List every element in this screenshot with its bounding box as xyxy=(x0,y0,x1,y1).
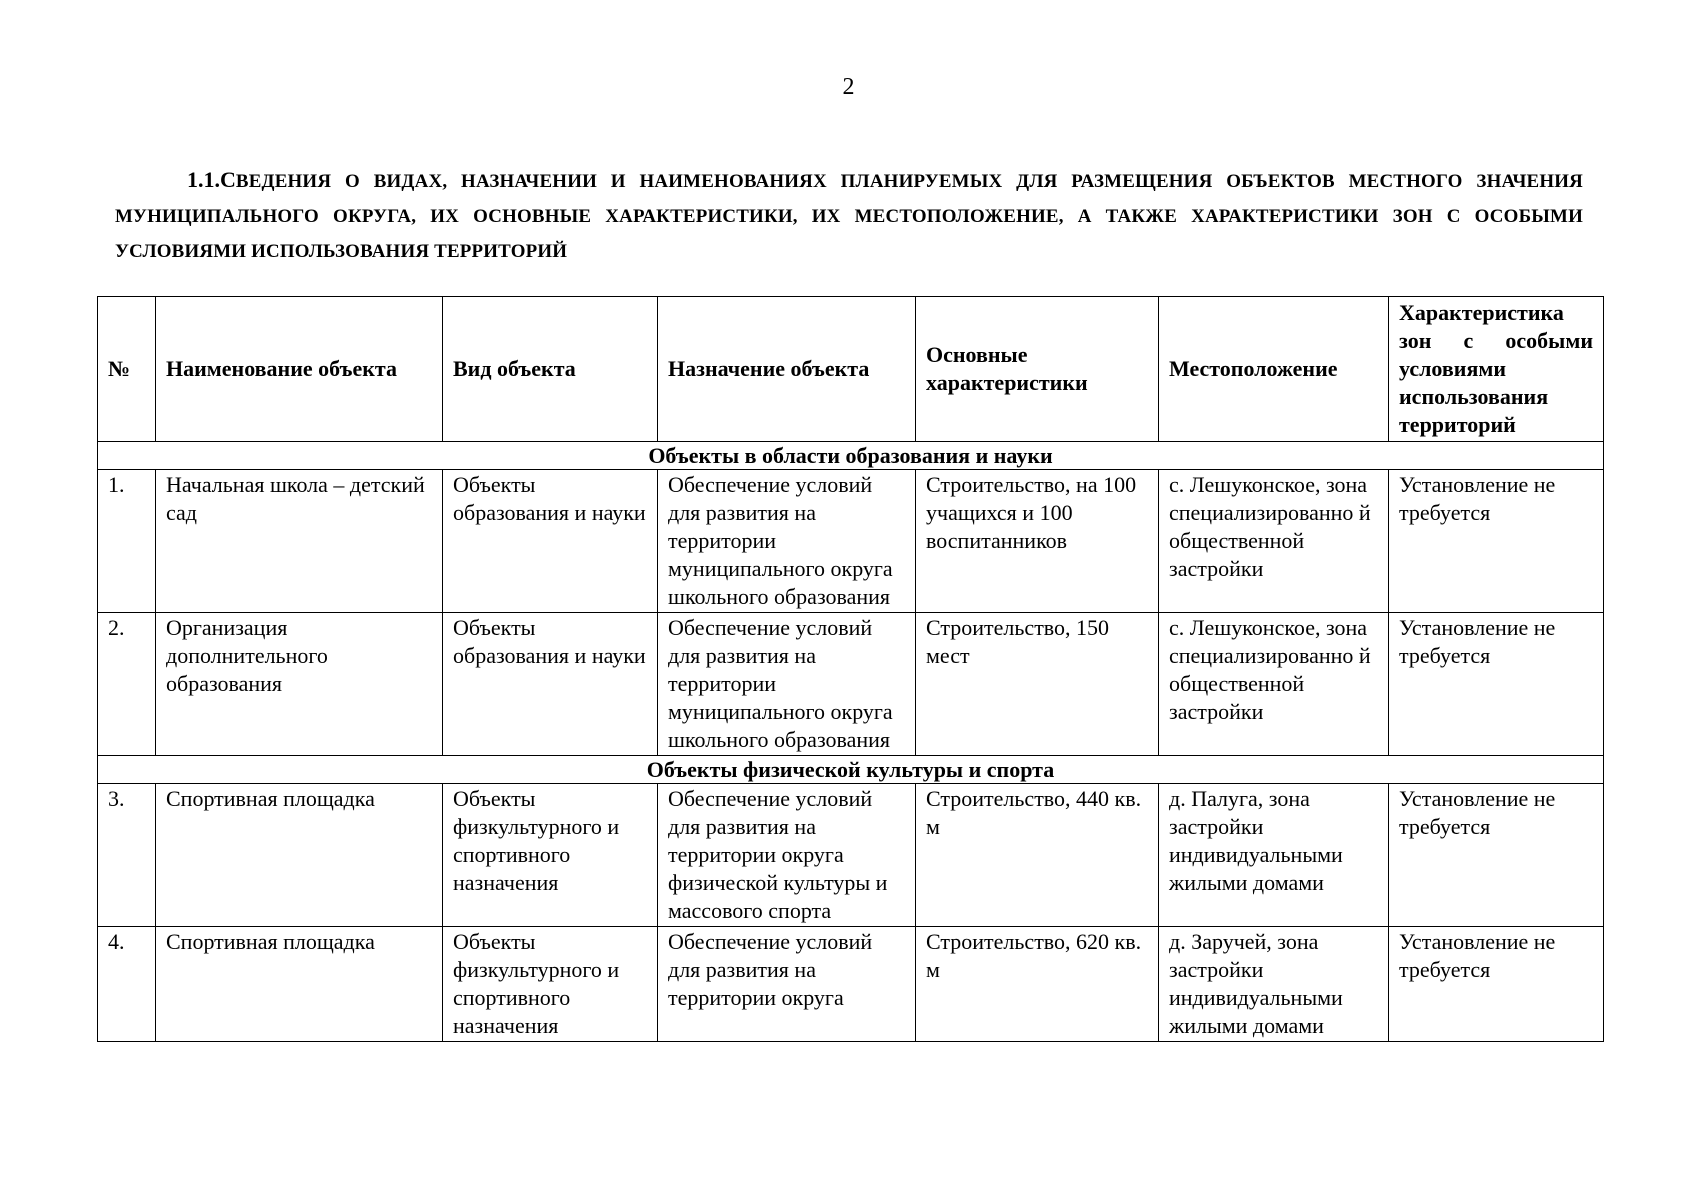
cell-name: Спортивная площадка xyxy=(156,784,443,927)
planned-objects-table xyxy=(97,296,1604,1042)
cell-name: Организация дополнительного образования xyxy=(156,613,443,756)
cell-location: с. Лешуконское, зона специализированно й общественной застройки xyxy=(1159,470,1389,613)
header-characteristics: Основные характеристики xyxy=(916,297,1159,442)
cell-characteristics: Строительство, 620 кв. м xyxy=(916,927,1159,1042)
cell-purpose: Обеспечение условий для развития на территории округа xyxy=(658,927,916,1042)
cell-kind: Объекты физкультурного и спортивного назначения xyxy=(443,927,658,1042)
header-kind: Вид объекта xyxy=(443,297,658,442)
heading-rest: ВЕДЕНИЯ О ВИДАХ, НАЗНАЧЕНИИ И НАИМЕНОВАНИЯХ ПЛАНИРУЕМЫХ ДЛЯ РАЗМЕЩЕНИЯ ОБЪЕКТОВ МЕСТНОГО ЗНАЧЕНИЯ МУНИЦИПАЛЬНОГО ОКРУГА, ИХ ОСНОВНЫЕ ХАРАКТЕРИСТИКИ, ИХ МЕСТОПОЛОЖЕНИЕ, А ТАКЖЕ ХАРАКТЕРИСТИКИ ЗОН С ОСОБЫМИ УСЛОВИЯМИ ИСПОЛЬЗОВАНИЯ ТЕРРИТОРИЙ xyxy=(115,171,1583,262)
heading-lead: 1.1.С xyxy=(187,167,236,192)
cell-kind: Объекты образования и науки xyxy=(443,613,658,756)
cell-purpose: Обеспечение условий для развития на территории муниципального округа школьного образования xyxy=(658,470,916,613)
cell-location: д. Палуга, зона застройки индивидуальными жилыми домами xyxy=(1159,784,1389,927)
cell-location: с. Лешуконское, зона специализированно й общественной застройки xyxy=(1159,613,1389,756)
table-row xyxy=(98,927,1604,1042)
cell-kind: Объекты физкультурного и спортивного назначения xyxy=(443,784,658,927)
cell-kind: Объекты образования и науки xyxy=(443,470,658,613)
cell-zone: Установление не требуется xyxy=(1389,784,1604,927)
cell-zone: Установление не требуется xyxy=(1389,470,1604,613)
table-row xyxy=(98,470,1604,613)
section-title: Объекты физической культуры и спорта xyxy=(98,756,1604,784)
header-zone: Характеристика зон с особыми условиями использования территорий xyxy=(1389,297,1604,442)
cell-characteristics: Строительство, 150 мест xyxy=(916,613,1159,756)
cell-zone: Установление не требуется xyxy=(1389,613,1604,756)
header-num: № xyxy=(98,297,156,442)
table-row xyxy=(98,613,1604,756)
table-header-row xyxy=(98,297,1604,442)
cell-name: Спортивная площадка xyxy=(156,927,443,1042)
header-purpose: Назначение объекта xyxy=(658,297,916,442)
cell-location: д. Заручей, зона застройки индивидуальными жилыми домами xyxy=(1159,927,1389,1042)
section-title: Объекты в области образования и науки xyxy=(98,442,1604,470)
cell-characteristics: Строительство, на 100 учащихся и 100 воспитанников xyxy=(916,470,1159,613)
header-location: Местоположение xyxy=(1159,297,1389,442)
cell-purpose: Обеспечение условий для развития на территории муниципального округа школьного образования xyxy=(658,613,916,756)
cell-num: 3. xyxy=(98,784,156,927)
cell-name: Начальная школа – детский сад xyxy=(156,470,443,613)
cell-characteristics: Строительство, 440 кв. м xyxy=(916,784,1159,927)
cell-num: 1. xyxy=(98,470,156,613)
page-number: 2 xyxy=(842,74,855,100)
cell-num: 2. xyxy=(98,613,156,756)
cell-num: 4. xyxy=(98,927,156,1042)
section-row-education xyxy=(98,442,1604,470)
header-name: Наименование объекта xyxy=(156,297,443,442)
section-heading xyxy=(115,163,1583,268)
table-row xyxy=(98,784,1604,927)
section-row-sport xyxy=(98,756,1604,784)
cell-purpose: Обеспечение условий для развития на территории округа физической культуры и массового спорта xyxy=(658,784,916,927)
cell-zone: Установление не требуется xyxy=(1389,927,1604,1042)
